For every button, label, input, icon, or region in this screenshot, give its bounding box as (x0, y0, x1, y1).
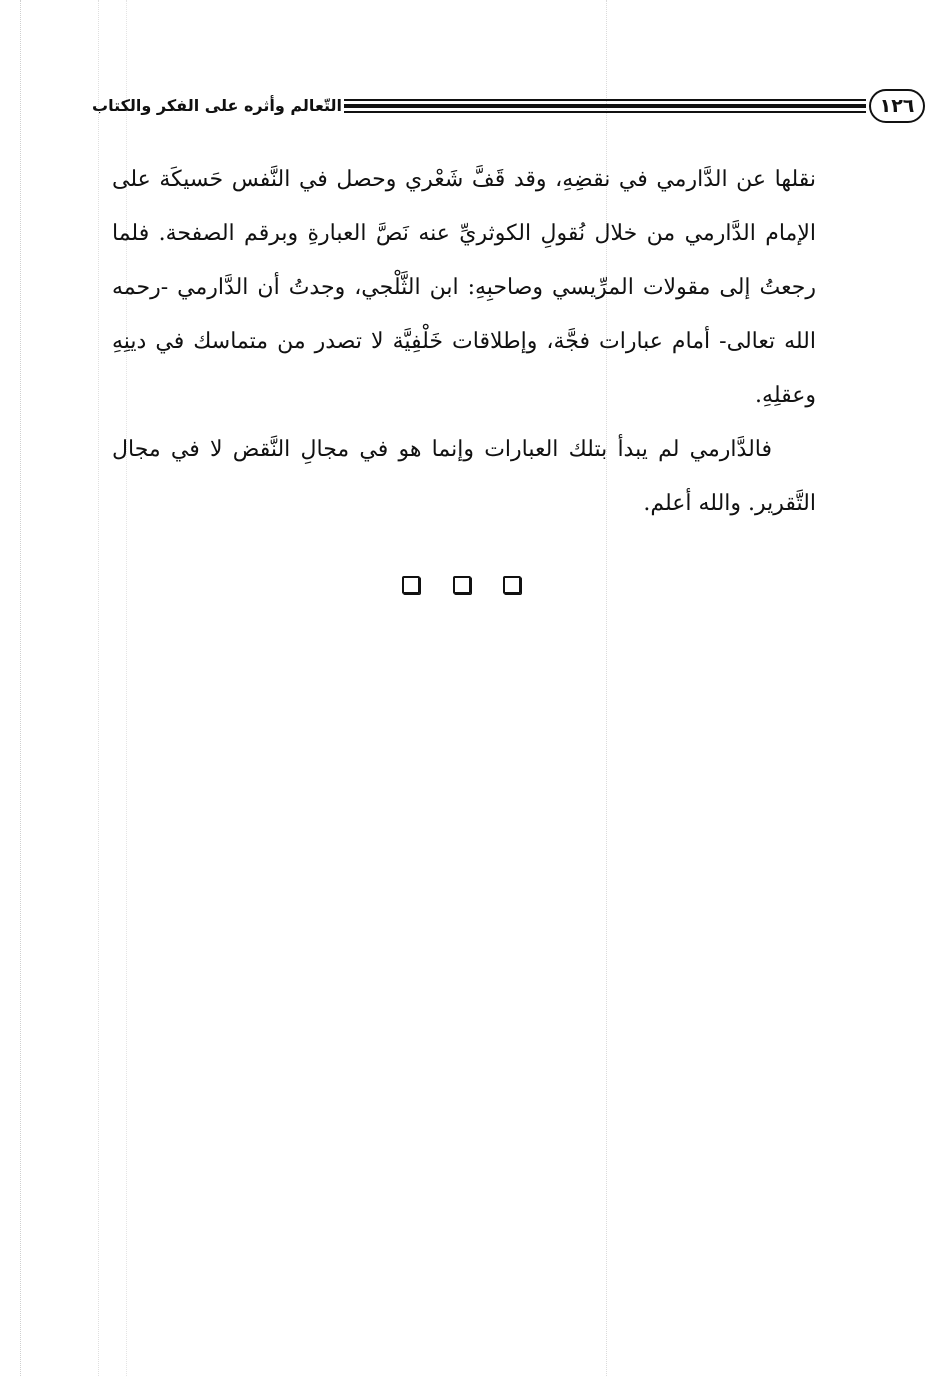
header-rule (344, 98, 866, 114)
ornament-square-icon (453, 576, 471, 594)
page-number: ١٢٦ (869, 89, 925, 123)
page-body (112, 153, 816, 531)
header-rule-line (344, 104, 866, 108)
scan-guide-line (98, 0, 99, 1376)
scan-guide-line (20, 0, 21, 1376)
body-paragraph: نقلها عن الدَّارمي في نقضِهِ، وقد قَفَّ شَعْري وحصل في النَّفس حَسيكَة على الإمام الدَّارمي من خلال نُقولِ الكوثريِّ عنه نَصَّ العبارةِ وبرقم الصفحة. فلما رجعتُ إلى مقولات المرِّيسي وصاحبِهِ: ابن الثَّلْجي، وجدتُ أن الدَّارمي -رحمه الله تعالى- أمام عبارات فجَّة، وإطلاقات خَلْفِيَّة لا تصدر من متماسك في دينِهِ وعقلِهِ. (112, 167, 816, 408)
page-header (91, 88, 915, 130)
header-rule-line (344, 99, 866, 101)
running-title: التّعالم وأثره على الفكر والكتاب (91, 96, 342, 115)
body-paragraph: فالدَّارمي لم يبدأ بتلك العبارات وإنما هو في مجالِ النَّقض لا في مجال التَّقرير. والله أعلم. (112, 437, 816, 516)
ornament-square-icon (503, 576, 521, 594)
ornament-square-icon (402, 576, 420, 594)
header-rule-line (344, 111, 866, 113)
section-end-ornament (398, 576, 528, 596)
